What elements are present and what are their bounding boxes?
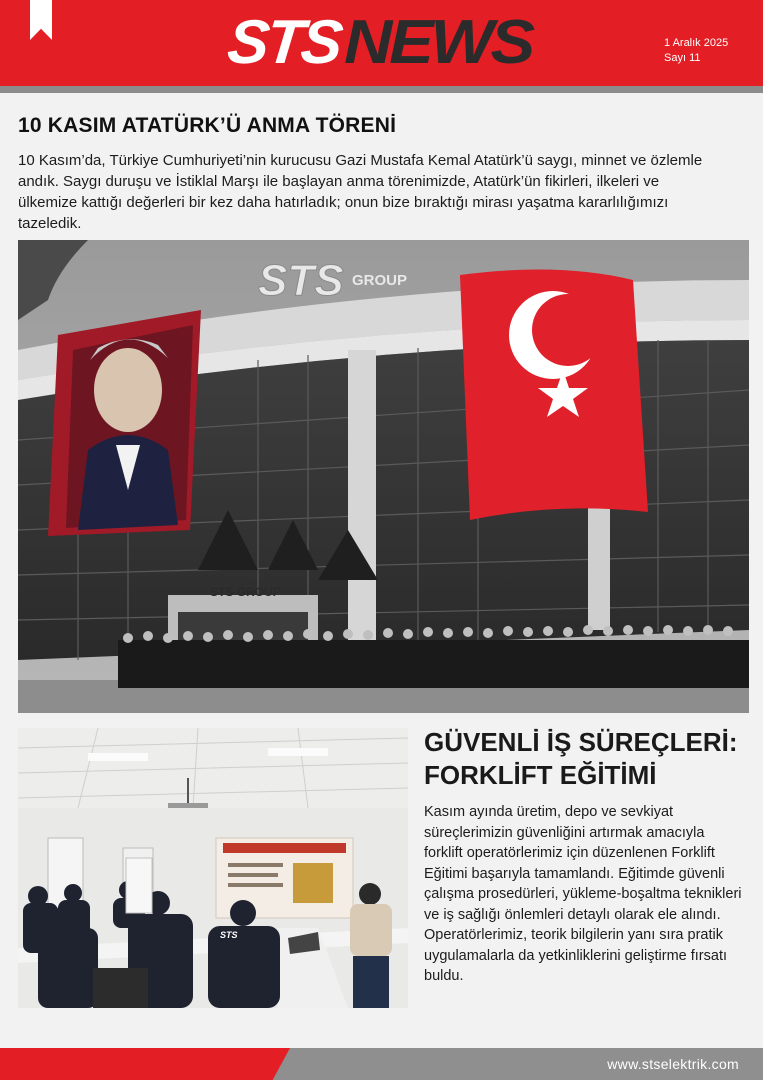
entrance-sign-text: STS GROUP — [210, 585, 281, 599]
article2-title-line1: GÜVENLİ İŞ SÜREÇLERİ: — [424, 727, 738, 757]
header-divider — [0, 86, 763, 93]
roof-sign-group-text: GROUP — [352, 272, 408, 289]
training-photo — [18, 728, 408, 1008]
sts-news-logo — [224, 8, 532, 77]
logo-news-text: NEWS — [343, 8, 532, 77]
article2-title-line2: FORKLİFT EĞİTİMİ — [424, 760, 657, 790]
masthead — [0, 0, 763, 86]
issue-info — [664, 36, 728, 66]
jacket-logo-text: STS — [220, 930, 238, 940]
ceremony-illustration — [18, 240, 749, 713]
portrait-banner — [48, 310, 201, 536]
article2-body: Kasım ayında üretim, depo ve sevkiyat süreçlerimizin güvenliğini artırmak amacıyla forklift operatörlerimiz için düzenlenen Forklift Eğitimi başarıyla tamamlandı. Eğitimde güvenli çalışma prosedürleri, yükleme-boşaltma teknikleri ve iş sağlığı önlemleri detaylı olarak ele alındı. Operatörlerimiz, teorik bilgilerin yanı sıra pratik uygulamalarla da yetkinliklerini geliştirme fırsatı buldu. — [424, 804, 742, 984]
logo-sts-text: STS — [224, 8, 344, 77]
article1-title: 10 KASIM ATATÜRK’Ü ANMA TÖRENİ — [18, 114, 397, 137]
issue-date: 1 Aralık 2025 — [664, 37, 729, 49]
bookmark-icon — [30, 0, 52, 40]
turkish-flag — [460, 270, 648, 520]
training-illustration — [18, 728, 408, 1008]
article1-body: 10 Kasım’da, Türkiye Cumhuriyeti’nin kurucusu Gazi Mustafa Kemal Atatürk’ü saygı, minnet ve özlemle andık. Saygı duruşu ve İstiklal Marşı ile başlayan anma törenimizde, Atatürk’ün fikirleri, ilkeleri ve ülkemize kattığı değerleri bir kez daha hatırladık; onun bize bıraktığı mirası yaşatma kararlılığımızı tazeledik. — [18, 152, 703, 232]
ceremony-photo — [18, 240, 749, 713]
article2-title — [424, 726, 744, 792]
issue-number: Sayı 11 — [664, 52, 701, 64]
roof-sign-text: STS — [258, 256, 344, 305]
footer-website-link[interactable]: www.stselektrik.com — [607, 1056, 739, 1072]
footer-accent — [0, 1048, 290, 1080]
